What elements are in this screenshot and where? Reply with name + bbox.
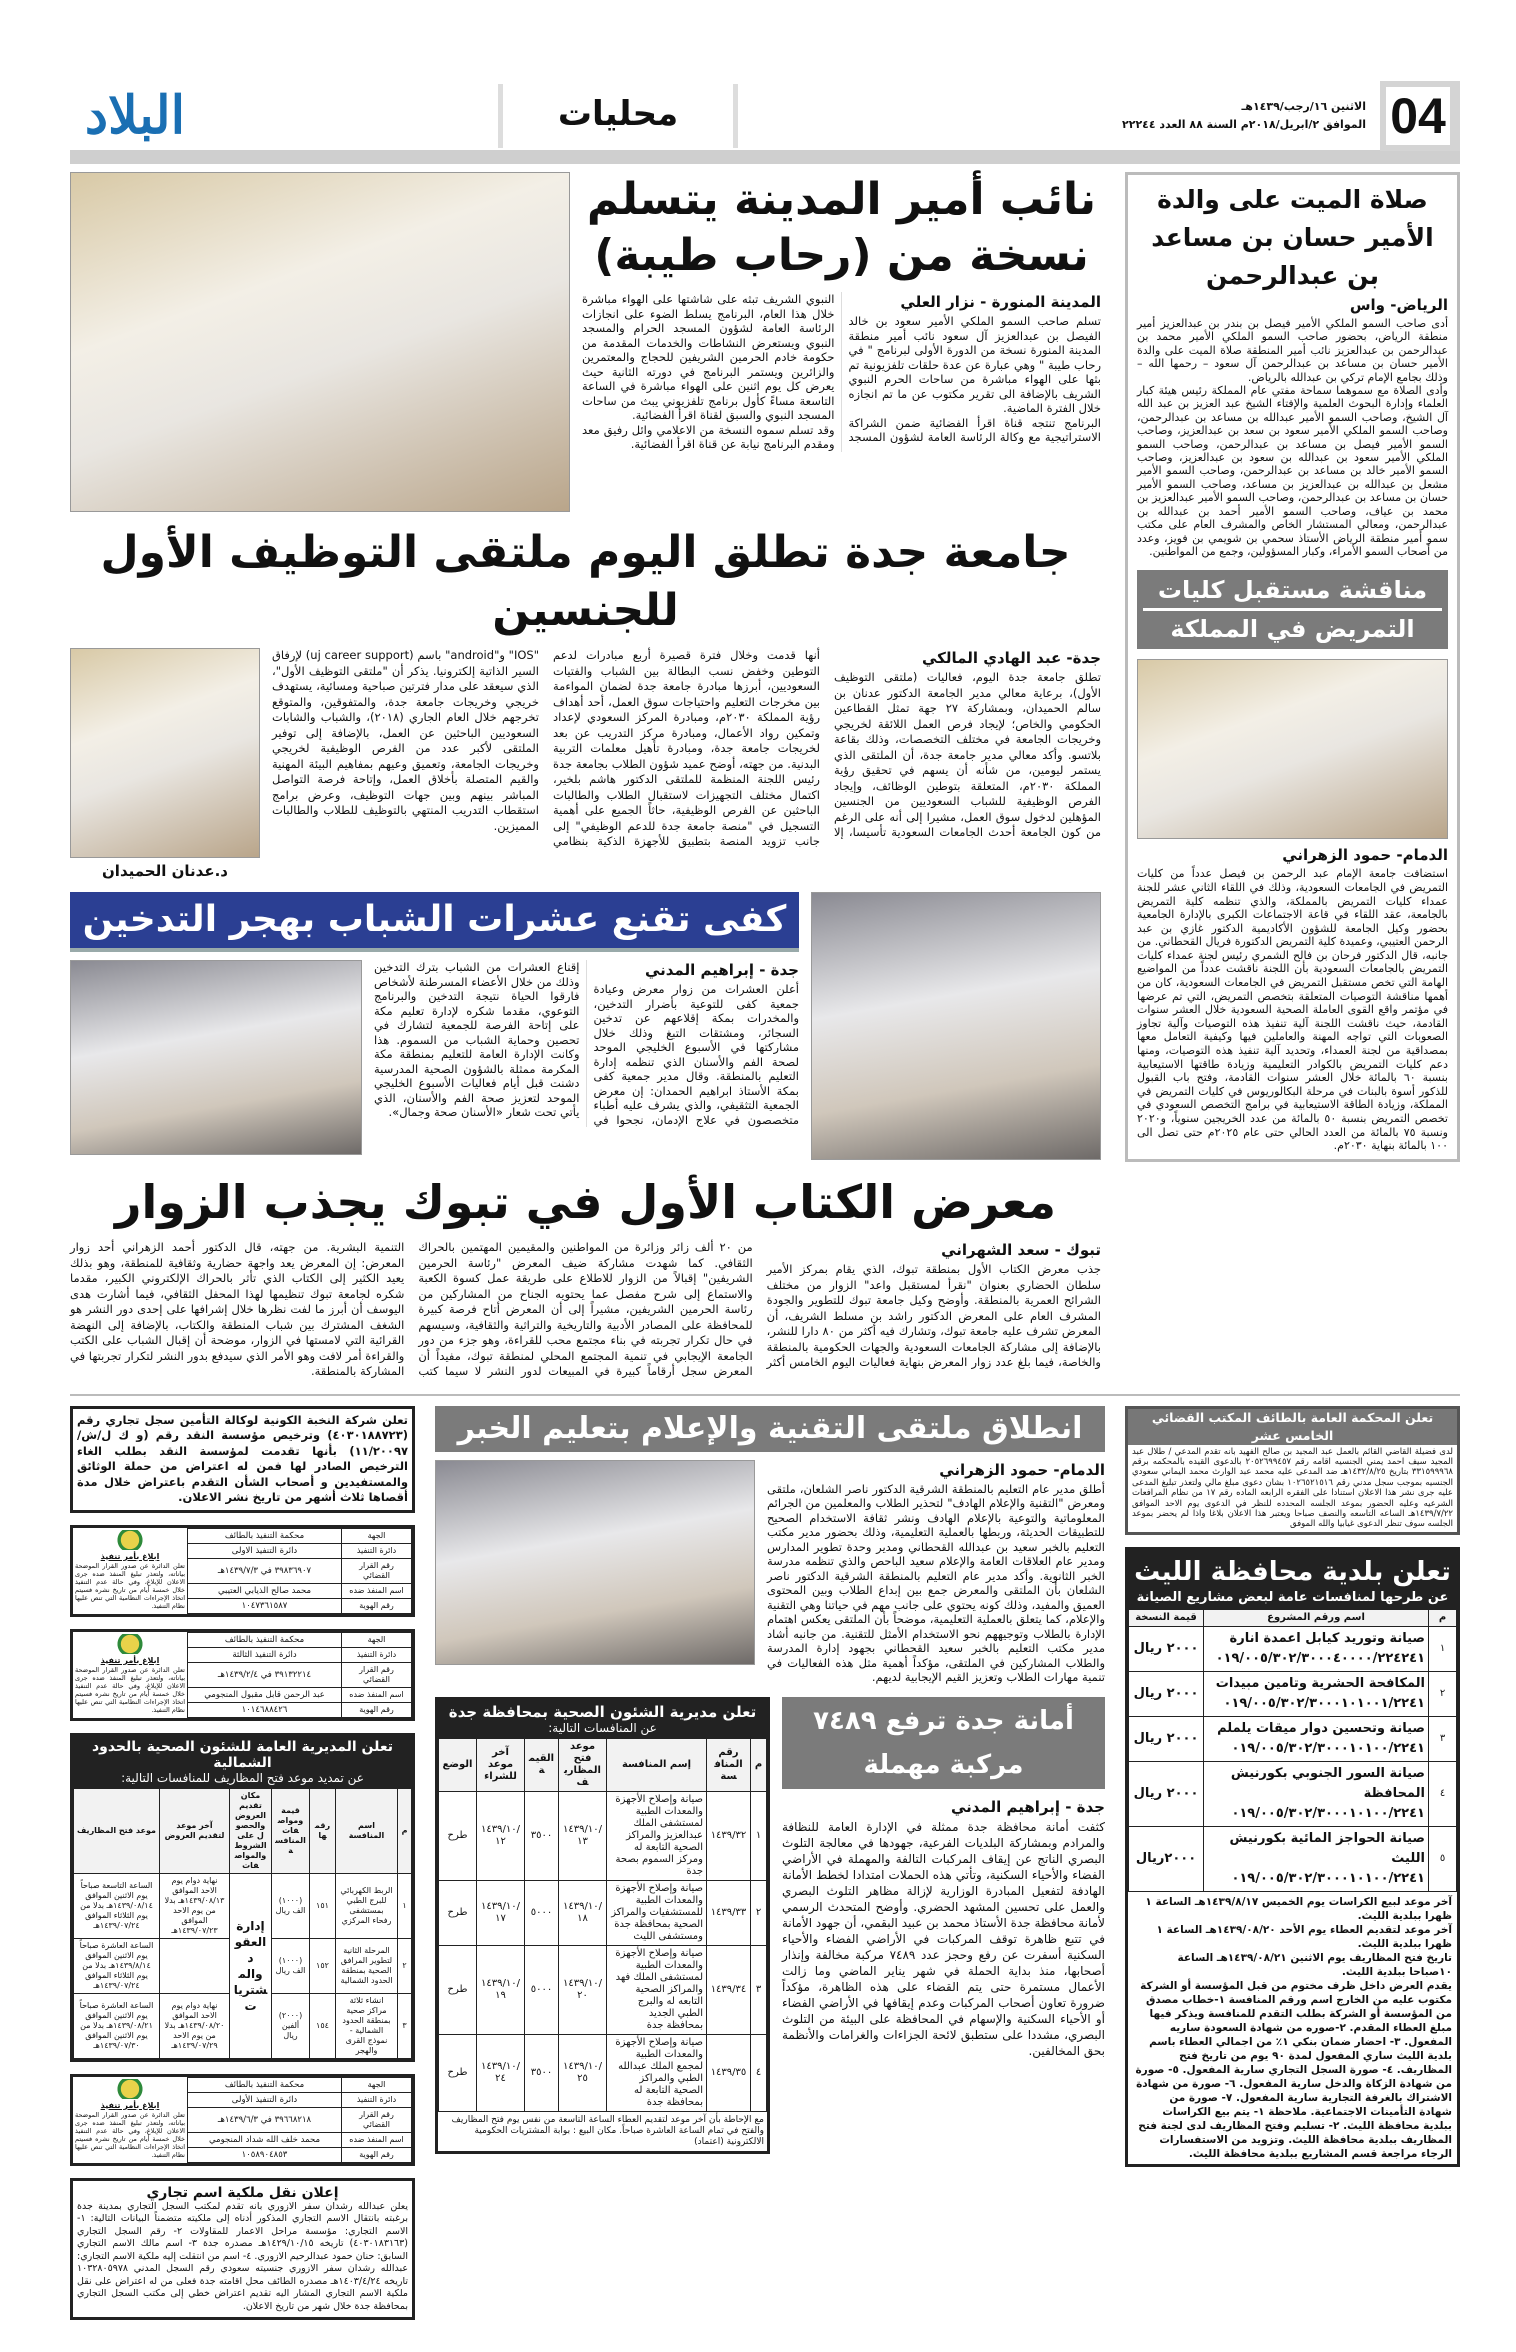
madinah-p1: تسلم صاحب السمو الملكي الأمير سعود بن خالد الفيصل بن عبدالعزيز آل سعود نائب أمير منطقة المدينة المنورة نسخة من الدورة الأولى لبرنامج " في رحاب طيبة " وهي عبارة عن عدة حلقات تلفزيونية تم بثها على الهواء مباشرة من ساحات الحرم النبوي الشريف بالإضافة الى تقرير مكتوب عن ما تم انجازه خلال الفترة الماضية. (848, 314, 1101, 415)
table-cell: ١٤٣٩/١٠/١٣ (559, 1791, 607, 1880)
field-label: رقم الهوية (342, 1598, 412, 1613)
project-name: صيانة وتحسين دوار ميقات يلملم (1217, 1720, 1425, 1736)
table-cell: صيانة وإصلاح الأجهزة والمعدات الطبية لمجمع الملك عبدالله الطبي والمراكز الصحية التابعة له بمحافظة جدة (607, 2034, 707, 2111)
field-label: رقم الهوية (342, 2147, 412, 2162)
field-label: رقم القرار القضائي (342, 1662, 412, 1687)
portrait-caption: د.عدنان الحميدان (102, 862, 228, 880)
table-row (188, 1632, 412, 1647)
field-value: ٣٩٦٦٨٢١٨ في ١٤٣٩/٦/٣هـ (188, 2107, 342, 2132)
project-cell (1204, 1826, 1429, 1891)
justice-emblem-icon (110, 1530, 150, 1550)
table-header: قيمة النسخة (1129, 1609, 1204, 1626)
project-number: ٠١٩/٠٠٥/٣٠٢/٣٠٠٠١٠١٠٠/٢٢٤١ (1231, 1740, 1425, 1756)
field-label: رقم القرار القضائي (342, 1558, 412, 1583)
jeddah-univ-story (70, 524, 1101, 880)
project-cell (1204, 1761, 1429, 1826)
row-number: ١ (1429, 1626, 1457, 1671)
laith-notes (1128, 1892, 1457, 2164)
table-row (1129, 1761, 1457, 1826)
jeddah-univ-headline: جامعة جدة تطلق اليوم ملتقى التوظيف الأول للجنسين (100, 527, 1071, 636)
kafa-photo-booth (811, 892, 1101, 1160)
table-cell: الربط الكهربائي للبرج الطبي بمستشفى رفحاء المركزي (336, 1873, 398, 1938)
table-row (188, 1543, 412, 1558)
table-cell: المرحلة الثانية لتطوير المرافق الصحية بمنطقة الحدود الشمالية (336, 1938, 398, 1993)
nursing-headline-line2: التمريض في المملكة (1170, 615, 1415, 644)
table-row (188, 2077, 412, 2092)
obituary-dateline: الرياض- واس (1349, 296, 1448, 314)
table-cell: ٥٠٠٠ (525, 1945, 559, 2034)
table-header: القيمة (525, 1738, 559, 1791)
enforcement-title: ابلاغ بأمر تنفيذ (100, 1655, 160, 1665)
table-header: م (1429, 1609, 1457, 1626)
laith-note: آخر موعد لتقديم العطاء يوم الأحد ١٤٣٩/٠٨/٢٠هـ الساعة ١ ظهرا ببلدية الليث. (1156, 1923, 1452, 1950)
jeddah-univ-dateline: جدة- عبد الهادي المالكي (921, 649, 1101, 667)
issue-date (1036, 98, 1366, 134)
table-header: الوضع (439, 1738, 477, 1791)
khobar-headline: انطلاق ملتقى التقنية والإعلام بتعليم الخبر (457, 1410, 1083, 1446)
table-row (188, 1558, 412, 1583)
table-cell: الساعة العاشرة صباحاً يوم الاثنين الموافق ١٤٣٩/٠٨/٢١هـ بدلا من يوم الاثنين الموافق ١٤٣٩/٠٧/٣٠هـ (74, 1993, 160, 2058)
enforcement-table (187, 1528, 412, 1614)
field-label: رقم القرار القضائي (342, 2107, 412, 2132)
table-row (439, 1791, 767, 1880)
court-title: تعلن المحكمة العامة بالطائف المكتب القضائي الخامس عشر (1128, 1409, 1457, 1445)
field-label: رقم الهوية (342, 1702, 412, 1717)
kafa-article (374, 960, 799, 1127)
kafa-dateline: جدة - إبراهيم المدني (644, 961, 799, 979)
table-row (1129, 1626, 1457, 1671)
table-cell: ١٤٣٩/٣٥ (707, 2034, 751, 2111)
field-label: الجهة (342, 1528, 412, 1543)
field-label: الجهة (342, 2077, 412, 2092)
table-cell: ٢ (751, 1880, 767, 1945)
enforcement-table (187, 2077, 412, 2163)
field-label: دائرة التنفيذ (342, 2092, 412, 2107)
amanah-headline-banner (782, 1697, 1105, 1789)
table-cell: ١ (751, 1791, 767, 1880)
table-header: م (751, 1738, 767, 1791)
obituary-article (1137, 181, 1448, 558)
project-cell (1204, 1716, 1429, 1761)
table-cell: ١ (398, 1873, 412, 1938)
table-row (188, 2092, 412, 2107)
enforcement-title: ابلاغ بأمر تنفيذ (100, 2100, 160, 2110)
table-header: مكان تقديم العروض والحصول على الشروط والمواصفات (230, 1788, 272, 1873)
table-cell: ١٤٣٩/١٠/١٨ (559, 1880, 607, 1945)
madinah-headline: نائب أمير المدينة يتسلم نسخة من (رحاب طيبة) (586, 174, 1097, 281)
main-column (70, 172, 1101, 1380)
table-cell: ١٤٣٩/١٠/١٢ (477, 1791, 525, 1880)
table-cell: الساعة العاشرة صباحاً يوم الاثنين الموافق ١٤٣٩/٨/١٤هـ بدلا من يوم الثلاثاء الموافق ١٤٣٩/٠٧/٢٤هـ (74, 1938, 160, 1993)
jeddah-health-tender-ad (435, 1697, 770, 2154)
project-name: صيانة وتوريد كيابل اعمدة انارة (1229, 1630, 1425, 1646)
enforcement-text: تعلن الدائرة عن صدور القرار الموضحة بياناته، ولتعذر تبليغ المنفذ ضده جرى الاعلان للإبلاغ، وفي حالة عدم التنفيذ خلال خمسة أيام من تاريخ نشره فسيتم اتخاذ الإجراءات النظامية التي تنص عليها نظام التنفيذ. (75, 1665, 185, 1714)
table-row (439, 1880, 767, 1945)
table-header: موعد فتح المظاريف (559, 1738, 607, 1791)
table-cell: الساعة التاسعة صباحاً يوم الاثنين الموافق ١٤٣٩/٠٨/١٤هـ بدلا من يوم الثلاثاء الموافق ١٤٣٩/٠٧/٢٤هـ (74, 1873, 160, 1938)
field-value: محمد صالح الذيابي العتيبي (188, 1583, 342, 1598)
president-portrait (70, 648, 260, 858)
copy-price: ٢٠٠٠ ريال (1129, 1671, 1204, 1716)
field-value: محكمة التنفيذ بالطائف (188, 1528, 342, 1543)
table-cell: ١٤٣٩/١٠/١٧ (477, 1880, 525, 1945)
field-label: دائرة التنفيذ (342, 1647, 412, 1662)
table-cell: صيانة وإصلاح الأجهزة والمعدات الطبية للمستشفيات والمراكز الصحية بمحافظة جدة ومستشفى الليث (607, 1880, 707, 1945)
field-label: دائرة التنفيذ (342, 1543, 412, 1558)
nursing-headline-banner (1137, 570, 1448, 649)
nursing-dateline: الدمام- حمود الزهراني (1282, 846, 1448, 865)
table-header: آخر موعد لتقديم العروض (160, 1788, 230, 1873)
project-number: ٠١٩/٠٠٥/٣٠٢/٣٠٠٠١٠١٠٠/٢٢٤١ (1231, 1805, 1425, 1821)
enforcement-table (187, 1632, 412, 1718)
enforcement-notice-ad (70, 1525, 415, 1617)
table-cell: ١٤٣٩/١٠/٢٠ (559, 1945, 607, 2034)
field-value: ٣٩٨٣٦٩٠٧ في ١٤٣٩/٧/٣هـ (188, 1558, 342, 1583)
enforcement-text: تعلن الدائرة عن صدور القرار الموضحة بياناته، ولتعذر تبليغ المنفذ ضده جرى الاعلان للإبلاغ، وفي حالة عدم التنفيذ خلال خمسة أيام من تاريخ نشره فسيتم اتخاذ الإجراءات النظامية التي تنص عليها نظام التنفيذ. (75, 1561, 185, 1610)
portrait-block (70, 648, 260, 880)
laith-note: يقدم العرض داخل ظرف مختوم من قبل المؤسسة أو الشركة مكتوب عليه من الخارج اسم ورقم المنافسة ١-خطاب مصدق من المؤسسة أو الشركة بطلب التقدم للمنافسة ويذكر فيها مبلغ العطاء المقدم. ٢-صوره من شهادة السعودة ساريه المفعول. ٣- احضار ضمان بنكي ١٪ من اجمالي العطاء باسم بلدية الليث ساري المفعول لمدة ٩٠ يوم من تاريخ فتح المظاريف. ٤- صورة السجل التجاري سارية المفعول. ٥- صورة من شهادة الزكاة والدخل سارية المفعول. ٦- صورة من شهادة الاشتراك بالغرفة التجارية سارية المفعول. ٧- صورة من شهادة التأمينات الاجتماعية. ملاحظة ١- يتم بيع الكراسات ببلدية محافظة الليث. ٢- تسليم وفتح المظاريف لدى لجنة فتح المظاريف ببلدية محافظة الليث. وتزويد من الاستفسارات الرجاء مراجعة قسم المشاريع ببلدية محافظة الليث. (1135, 1979, 1452, 2160)
insurance-notice-ad (70, 1406, 415, 1513)
field-value: ١٠٤٧٣٦١٥٨٧ (188, 1598, 342, 1613)
khobar-headline-banner (435, 1406, 1105, 1452)
table-cell: طرح (439, 1791, 477, 1880)
table-header: موعد فتح المظاريف (74, 1788, 160, 1873)
table-row (74, 1873, 412, 1938)
obituary-headline: صلاة الميت على والدة الأمير حسان بن مساعد بن عبدالرحمن (1151, 185, 1434, 290)
jeddah-health-subtitle: عن المنافسات التالية: (548, 1720, 657, 1735)
project-number: ٠١٩/٠٠٥/٣٠٢/٣٠٠٠٤٠٠٠٠/٢٢٤٢٤١ (1215, 1650, 1425, 1666)
field-label: الجهة (342, 1632, 412, 1647)
kafa-headline-banner (70, 892, 799, 952)
project-name: صيانة الحواجز المائية بكورنيش الليث (1229, 1830, 1425, 1866)
tabuk-story (70, 1172, 1101, 1380)
amanah-dateline: جدة - إبراهيم المدني (950, 1797, 1105, 1816)
table-row (188, 1583, 412, 1598)
table-header: رقمها (310, 1788, 336, 1873)
copy-price: ٢٠٠٠ريال (1129, 1826, 1204, 1891)
project-number: ٠١٩/٠٠٥/٣٠٢/٣٠٠٠١٠١٠٠١/٢٢٤١ (1223, 1695, 1425, 1711)
tabuk-headline: معرض الكتاب الأول في تبوك يجذب الزوار (114, 1175, 1057, 1229)
section-title: محليات (498, 84, 738, 148)
table-cell: ٥٠٠٠ (525, 1880, 559, 1945)
header-divider (70, 150, 1460, 164)
khobar-photo (435, 1460, 755, 1665)
table-header: آخر موعد للشراء (477, 1738, 525, 1791)
field-label: اسم المنفذ ضده (342, 1687, 412, 1702)
tradename-transfer-ad (70, 2178, 415, 2321)
table-cell: (١٠٠٠) الف ريال (272, 1873, 310, 1938)
enforcement-side (73, 1528, 187, 1614)
jeddah-health-table (438, 1738, 767, 2112)
table-cell: ١٥١ (310, 1873, 336, 1938)
tabuk-dateline: تبوك - سعد الشهراني (941, 1241, 1101, 1259)
kafa-story (70, 892, 1101, 1160)
table-row (188, 2132, 412, 2147)
table-row (188, 1528, 412, 1543)
table-cell: (١٠٠٠) الف ريال (272, 1938, 310, 1993)
project-name: المكافحة الحشرية وتامين مبيدات (1215, 1675, 1425, 1691)
kafa-body: أعلن العشرات من زوار معرض وعيادة جمعية كفى للتوعية بأضرار التدخين، والمخدرات بمكة إقلاعهم عن تدخين السجائر، ومشتقات التبغ وذلك خلال مشاركتها في الأسبوع الخليجي الموحد لصحة الفم والأسنان الذي تنظمه إدارة التعليم بالمنطقة. وقال مدير جمعية كفى بمكة الأستاذ ابراهيم الحمدان: إن معرض الجمعية التثقيفي، والذي يشرف عليه أطباء متخصصون في علاج الإدمان، نجحوا في إقناع العشرات من الشباب بترك التدخين وذلك من خلال الأعضاء المسرطنة لأشخاص فارقوا الحياة نتيجة التدخين والبرنامج التوعوي، مقدما شكره لإدارة تعليم مكة على إتاحة الفرصة للجمعية لتشارك في تحصين وحماية الشباب من السموم. هذا وكانت الإدارة العامة للتعليم بمنطقة مكة المكرمة ممثلة بالشؤون الصحية المدرسية دشنت قبل أيام فعاليات الأسبوع الخليجي الموحد لتعزيز صحة الفم والأسنان، الذي يأتي تحت شعار «الأسنان صحة وجمال». (374, 960, 799, 1127)
table-row (188, 1702, 412, 1717)
table-cell: طرح (439, 1880, 477, 1945)
laith-subtitle: عن طرحها لمنافسات عامة لبعض مشاريع الصيانة (1136, 1589, 1449, 1605)
northern-subtitle: عن تمديد موعد فتح المظاريف للمنافسات التالية: (121, 1770, 364, 1785)
madinah-dateline: المدينة المنورة - نزار العلي (900, 293, 1101, 311)
project-cell (1204, 1671, 1429, 1716)
enforcement-side (73, 2077, 187, 2163)
page-number: 04 (1380, 81, 1460, 151)
right-ads-column (1125, 1406, 1460, 2179)
justice-emblem-icon (110, 2079, 150, 2099)
table-row (1129, 1671, 1457, 1716)
nursing-article (1137, 845, 1448, 1152)
northern-health-tender-ad (70, 1733, 415, 2062)
table-cell: صيانة وإصلاح الأجهزة والمعدات الطبية لمستشفى الملك فهد والمراكز الصحية التابعه له والبرج الطبي الجديد بمحافظة جدة (607, 1945, 707, 2034)
table-cell: ٣ (398, 1993, 412, 2058)
justice-emblem-icon (110, 1634, 150, 1654)
jeddah-univ-body: تطلق جامعة جدة اليوم، فعاليات (ملتقى التوظيف الأول)، برعاية معالي مدير الجامعة الدكتور عدنان بن سالم الحميدان، وبمشاركة ٢٧ جهة تمثل القطاعين الحكومي والخاص؛ لإيجاد فرص العمل اللائقة لخريجي وخريجات الجامعة في مختلف التخصصات، وذلك بقاعة بلاتسو. وأكد معالي مدير جامعة جدة، أن الملتقى الذي يستمر ليومين، من شأنه أن يسهم في تحقيق رؤية المملكة ٢٠٣٠م، المتعلقة بتوطين الوظائف، وإيجاد الفرص الوظيفية للشباب السعوديين من الجنسين المؤهلين لدخول سوق العمل، مشيرا إلى أنه على الرغم من كون الجامعة أحدث الجامعات السعودية تأسيسا، إلا أنها قدمت وخلال فترة قصيرة أربع مبادرات لدعم التوطين وخفض نسب البطالة بين الشباب والفتيات السعوديين، أبرزها مبادرة جامعة جدة لضمان المواءمة بين مخرجات التعليم واحتياجات سوق العمل، أحد أهداف رؤية المملكة ٢٠٣٠م، ومبادرة المركز السعودي لإعداد وتمكين رواد الأعمال، ومبادرة مركز التدريب عن بعد لخريجات جامعة جدة، ومبادرة تأهيل معلمات التربية البدنية. من جهته، أوضح عميد شؤون الطلاب بجامعة جدة رئيس اللجنة المنظمة للملتقى الدكتور هاشم بلخير، اكتمال مختلف التجهيزات لاستقبال الطلاب والطالبات الباحثين عن الفرص الوظيفية، حاثاً الجميع على أهمية التسجيل في "منصة جامعة جدة للدعم الوظيفي" إلى جانب تزويد المنصة بتطبيق للأجهزة الذكية بنظامي "IOS" و"android" باسم (uj career support) لإرفاق السير الذاتية إلكترونيا. يذكر أن "ملتقى التوظيف الأول"، الذي سيعقد على مدار فترتين صباحية ومسائية، يستهدف خريجي وخريجات جامعة جدة، والمتفوقين، والمتوقع تخرجهم خلال العام الجاري (٢٠١٨)، والشباب والشابات السعوديين الباحثين عن العمل، بالإضافة إلى توفير الملتقى لأكبر عدد من الفرص الوظيفية لخريجي وخريجات الجامعة، وتعميق وعيهم بمفاهيم البيئة المهنية والقيم المتصلة بأخلاق العمل، وإتاحة فرصة التواصل المباشر بينهم وبين جهات التوظيف، وعرض برامج استقطاب التدريب المنتهي بالتوظيف للطلاب والطالبات المميزين. (272, 648, 1101, 848)
enforcement-notice-ad (70, 2074, 415, 2166)
copy-price: ٢٠٠٠ ريال (1129, 1626, 1204, 1671)
enforcement-notice-ad (70, 1629, 415, 1721)
tradename-title: إعلان نقل ملكية اسم تجاري (146, 2184, 339, 2201)
table-cell: ١٤٣٩/٣٤ (707, 1945, 751, 2034)
table-cell: ٣٥٠٠ (525, 2034, 559, 2111)
project-number: ٠١٩/٠٠٥/٣٠٢/٣٠٠٠١٠١٠٠/٢٢٤١ (1231, 1870, 1425, 1886)
table-row (1129, 1716, 1457, 1761)
field-value: ١٠١٤٦٨٨٤٢٦ (188, 1702, 342, 1717)
table-cell: ١٤٣٩/٣٢ (707, 1791, 751, 1880)
field-label: اسم المنفذ ضده (342, 2132, 412, 2147)
laith-municipality-ad (1125, 1547, 1460, 2167)
field-value: دائرة التنفيذ الاولى (188, 1543, 342, 1558)
table-row (188, 1598, 412, 1613)
table-header: اسم المنافسة (336, 1788, 398, 1873)
table-cell: ١٤٣٩/١٠/٢٤ (477, 2034, 525, 2111)
table-header: رقم المنافسة (707, 1738, 751, 1791)
madinah-p2: البرنامج تنتجه قناة اقرأ الفضائية ضمن الشراكة الاستراتيجية مع وكالة الرئاسة العامة لشؤون المسجد النبوي الشريف تبثه على شاشتها على الهواء مباشرة خلال هذا العام، البرنامج يسلط الضوء على انجازات الرئاسة العامة لشؤون المسجد الحرام والمسجد النبوي ويستعرض النشاطات والخدمات المقدمة من حكومة خادم الحرمين الشريفين للحجاج والمعتمرين والزائرين ويستمر البرنامج في دورته الثانية حيث يعرض كل يوم اثنين على الهواء مباشرة في الساعة التاسعة مساءً كأول برنامج تلفزيوني يبث من ساحات المسجد النبوي والسبق لقناة اقرأ الفضائية. (582, 292, 1101, 444)
project-cell (1204, 1626, 1429, 1671)
laith-title: تعلن بلدية محافظة الليث (1134, 1556, 1451, 1587)
enforcement-text: تعلن الدائرة عن صدور القرار الموضحة بياناته، ولتعذر تبليغ المنفذ ضده جرى الاعلان للإبلاغ، وفي حالة عدم التنفيذ خلال خمسة أيام من تاريخ نشره فسيتم اتخاذ الإجراءات النظامية التي تنص عليها نظام التنفيذ. (75, 2110, 185, 2159)
table-cell: ١٤٣٩/٣٣ (707, 1880, 751, 1945)
table-cell: ١٤٣٩/١٠/١٩ (477, 1945, 525, 2034)
date-hijri: الاثنين ١٦/رجب/١٤٣٩هـ (1241, 100, 1366, 113)
amanah-article (782, 1697, 1105, 2059)
enforcement-title: ابلاغ بأمر تنفيذ (100, 1551, 160, 1561)
table-header: اسم ورقم المشروع (1204, 1609, 1429, 1626)
khobar-article (767, 1460, 1105, 1685)
laith-table (1128, 1609, 1457, 1892)
jeddah-health-title: تعلن مديرية الشئون الصحية بمحافظة جدة (448, 1702, 757, 1721)
tabuk-body: جذب معرض الكتاب الأول بمنطقة تبوك، الذي يقام بمركز الأمير سلطان الحضاري بعنوان "نقرأ لمستقبل واعد" الزوار من مختلف الشرائح العمرية بالمنطقة. وأوضح وكيل جامعة تبوك للتطوير والجودة المشرف العام على المعرض الدكتور راشد بن مسلط الشريف، أن المعرض تشرف عليه جامعة تبوك، وتشارك فيه أكثر من ٨٠ دارا للنشر، بالإضافة إلى مشاركة الجامعات السعودية والجهات الحكومية بالمنطقة والخاصة، فيما بلغ عدد زوار المعرض بنهاية فعاليات اليوم الخامس أكثر من ٢٠ ألف زائر وزائرة من المواطنين والمقيمين المهتمين بالحراك الثقافي. كما شهدت مشاركة ضيف المعرض "رئاسة الحرمين الشريفين" إقبالاً من الزوار للاطلاع على طريقة عمل كسوة الكعبة والاستماع إلى شرح مفصل عما يحتويه الجناح من المشاركين من رئاسة الحرمين الشريفين، مشيراً إلى أن المعرض أتاح فرصة كبيرة للمحافظة على المصادر الأدبية والتاريخية والتراثية والثقافية، وسيسهم في حال تكرار تجربته في بناء مجتمع محب للقراءة، وهو جزء من دور الجامعة الإيجابي في تنمية المجتمع المحلي لمنطقة تبوك، مفيداً أن المعرض سجل أرقاماً كبيرة في المبيعات لدور النشر لا سيما كتب التنمية البشرية. من جهته، قال الدكتور أحمد الزهراني أحد زوار المعرض: إن المعرض يعد واجهة حضارية وثقافية للمنطقة، وهو بذلك يعيد الكثير إلى الكتاب الذي تأثر بالحراك الإلكتروني الكبير، مقدما شكره لجامعة تبوك تنظيمها لهذا المحفل الثقافي، فيما أشارت هدى اليوسف أن أبرز ما لفت نظرها خلال إشرافها على إحدى دور النشر هو الشغف المشترك بين شباب المنطقة والكتاب، بالإضافة إلى النهضة القرائية التي لامستها في الزوار، موضحة أن إقبال الشباب على الكتب والقراءة أمر لافت وهو الأمر الذي سيدفع بدور النشر لتكرار تجربتها في المشاركة بالمنطقة. (70, 1240, 1101, 1378)
table-cell: ٣٥٠٠ (525, 1791, 559, 1880)
table-cell: ١٥٤ (310, 1993, 336, 2058)
table-cell: ٣ (751, 1945, 767, 2034)
table-cell: ١٥٢ (310, 1938, 336, 1993)
row-number: ٢ (1429, 1671, 1457, 1716)
nursing-body: استضافت جامعة الإمام عبد الرحمن بن فيصل عدداً من كليات التمريض في الجامعات السعودية، وذلك في اللقاء الثاني عشر للجنة عمداء كليات التمريض بالمملكة، والذي تنظمه كلية التمريض بالجامعة، عقد اللقاء في قاعة الاجتماعات الكبرى بالإدارة الجامعية بحضور وكيل الجامعة للشؤون الأكاديمية الدكتور غازي بن عبد الرحمن العتيبي، وعميدة كلية التمريض الدكتورة فريال القحطاني. من جانبه، قال الدكتور فرحان بن فالح الشمري رئيس لجنة عمداء كليات التمريض بالجامعات السعودية بأن اللجنة ناقشت عدداً من المواضيع الهامة التي تخص مستقبل التمريض في الجامعات السعودية، كان من أهمها مناقشة التوصيات المتعلقة بتخصص التمريض، التي تم عرضها في مؤتمر واقع القوى العاملة الصحية السعودية خلال العشر سنوات القادمة، حيث ناقشت اللجنة آلية تنفيذ هذه التوصيات وآلية تجاوز الصعوبات التي تواجه المهنة والعاملين فيها وكيفية التعامل معها بمصداقية من لجنة العمداء، وتحديد آلية تنفيذ هذه التوصيات، ومنها دعم كليات التمريض بالكوادر التعليمية وزيادة طاقتها الاستيعابية بنسبة ٦٠ بالمائة خلال العشر سنوات القادمة، وفتح باب القبول للذكور أسوة بالبنات في مرحلة البكالوريوس في كليات التمريض في المملكة، وزيادة الطاقة الاستيعابية في برامج التخصص السعودي في تخصص التمريض بنسبة ٥٠ بالمائة من عدد الخريجين سنوياً، و٢٠٢٠ ونسبة ٧٥ بالمائة من العدد الحالي حتى عام ٢٠٢٥م حتى تصل الى ١٠٠ بالمائة بنهاية ٢٠٣٠م. (1137, 867, 1448, 1153)
table-row (188, 1687, 412, 1702)
nursing-headline-line1: مناقشة مستقبل كليات (1143, 572, 1442, 611)
field-value: محمد خلف الله شداد المنجومي (188, 2132, 342, 2147)
table-row (439, 2034, 767, 2111)
nursing-photo (1137, 659, 1448, 839)
khobar-dateline: الدمام- حمود الزهراني (939, 1460, 1105, 1479)
enforcement-side (73, 1632, 187, 1718)
table-cell: نهاية دوام يوم الاحد الموافق ١٤٣٩/٠٨/٢٠هـ بدلا من يوم الاحد ١٤٣٩/٠٧/٢٩هـ (160, 1993, 230, 2058)
kafa-headline: كفى تقنع عشرات الشباب بهجر التدخين (82, 899, 787, 940)
field-value: دائرة التنفيذ الأولى (188, 2092, 342, 2107)
field-value: دائرة التنفيذ الثالثة (188, 1647, 342, 1662)
copy-price: ٢٠٠٠ ريال (1129, 1761, 1204, 1826)
field-value: محكمة التنفيذ بالطائف (188, 2077, 342, 2092)
khobar-body: أطلق مدير عام التعليم بالمنطقة الشرقية الدكتور ناصر الشلعان، ملتقى ومعرض "التقنية والإعلام الهادف" لتحذير الطلاب والمعلمين من الجرائم المعلوماتية والتوعية بالإعلام الهادف ونشر ثقافة الاستخدام الصحيح للتطبيقات الحديثة، وربطها بالعملية التعليمية، وذلك بحضور مدير مكتب التعليم بالخبر سعيد بن عبدالله القحطاني ومدير وحدة تطوير المدارس ومدير عام العلاقات العامة والإعلام سعيد الباحص والذي تنظمه مدرسة الخبر الثانوية. وأكد مدير عام التعليم بالمنطقة الشرقية الدكتور ناصر الشلعان بأن الملتقى والمعرض جمع بين إبداع الطلاب وبين المحتوى العميق والمفيد، وذلك كونه يحتوي على جانب مهم في حياتنا وهي التقنية والإعلام، كما يتعلق بالعملية التعليمية، موضحاً بأن الملتقى يعكس اهتمام الإدارة بالطلاب وتوجيههم نحو الاستخدام الأمثل للتقنية. من جانبه أشاد مدير مكتب التعليم بالخبر سعيد القحطاني بجهود إدارة المدرسة والطلاب المشاركين في الملتقى، مؤكداً أهمية مثل هذه الفعاليات في تنمية مهارات الطلاب وتعزيز القيم الإيجابية لديهم. (767, 1481, 1105, 1684)
table-cell (160, 1938, 230, 1993)
court-text: لدى فضيلة القاضي القائم بالعمل عبد المجيد بن صالح الفهيد بانه تقدم المدعي / طلال عبد المجيد سيف احمد يمني الجنسيه اقامه رقم ٢٠٥٢٦٩٩٤٥٧ بالدعوى القيده بالمحكمه برقم ٣٣١٥٩٩٩٦٨ بتاريخ ١٤٣٢/٨/٢٥هـ ضد المدعى عليه محمد عبد الوارث محمد اليماني سعودي الجنسيه بموجب سجل مدني رقم ١٠٢٦٥٢١٥١٦ بشان دعوى مبلغ مالي ولتعذر تبليغ المدعى عليه جرى نشر هذا الاعلان استنادا على الفقره الرابعه الماده رقم ١٧ من نظام المرافعات الشرعيه وعليه الحضور بموعد الجلسه المحدده للنظر في الدعوى يوم الاحد الموافق ١٤٣٩/٧/٢٢هـ الساعه التاسعه والنصف صباحا ويعتبر هذا الاعلان بلاغا واذا لم يحضر بموعد الجلسه سوف تنظر الدعوى غيابيا والله الموفق (1132, 1446, 1453, 1530)
tabuk-article (70, 1240, 1101, 1380)
row-number: ٥ (1429, 1826, 1457, 1891)
kafa-photo-visitors (70, 960, 362, 1155)
table-row (439, 1945, 767, 2034)
center-bottom-column (435, 1406, 1105, 2166)
row-number: ٣ (1429, 1716, 1457, 1761)
amanah-headline: أمانة جدة ترفع ٧٤٨٩ مركبة مهملة (813, 1705, 1074, 1780)
table-header: إسم المنافسة (607, 1738, 707, 1791)
newspaper-logo: البلاد (84, 85, 186, 146)
right-column (1125, 172, 1460, 1162)
field-value: ٣٩١٣٢٢١٤ في ١٤٣٩/٢/٤هـ (188, 1662, 342, 1687)
jeddah-univ-article (272, 648, 1101, 850)
table-cell: نهاية دوام يوم الاحد الموافق ١٤٣٩/٠٨/١٣هـ بدلا من يوم الاحد الموافق ١٤٣٩/٠٧/٢٣هـ (160, 1873, 230, 1938)
field-value: محكمة التنفيذ بالطائف (188, 1632, 342, 1647)
copy-price: ٢٠٠٠ ريال (1129, 1716, 1204, 1761)
northern-table (73, 1788, 412, 2059)
table-cell: طرح (439, 1945, 477, 2034)
left-ads-column (70, 1406, 415, 2333)
table-cell: ٢ (398, 1938, 412, 1993)
field-value: ١٠٥٨٩٠٤٨٥٣ (188, 2147, 342, 2162)
northern-title: تعلن المديرية العامة للشئون الصحية بالحدود الشمالية (91, 1738, 394, 1771)
madinah-article (582, 172, 1101, 452)
project-name: صيانة السور الجنوبي بكورنيش المحافظة (1230, 1765, 1425, 1801)
madinah-p3: وقد تسلم سموه النسخة من الاعلامي وائل رفيق معد ومقدم البرنامج نيابة عن قناة اقرأ الفضائية. (582, 422, 835, 451)
table-cell: صيانة وإصلاح الأجهزة والمعدات الطبية لمستشفى الملك عبدالعزيز والمراكز الصحية التابعة له ومركز السموم بصحة جدة (607, 1791, 707, 1880)
table-row (188, 2147, 412, 2162)
table-row (1129, 1826, 1457, 1891)
table-row (188, 2107, 412, 2132)
page-header (70, 84, 1460, 148)
table-header: م (398, 1788, 412, 1873)
court-notice-ad (1125, 1406, 1460, 1535)
laith-note: تاريخ فتح المظاريف يوم الاثنين ١٤٣٩/٠٨/٢١هـ الساعة ١٠صباحا ببلدية الليث. (1177, 1951, 1452, 1978)
table-row (188, 1647, 412, 1662)
table-cell: (٢٠٠٠) ألفين ريال (272, 1993, 310, 2058)
obituary-p1: أدى صاحب السمو الملكي الأمير فيصل بن بندر بن عبدالعزيز أمير منطقة الرياض، بحضور صاحب السمو الملكي الأمير محمد بن عبدالرحمن بن عبدالعزيز نائب أمير المنطقة صلاة الميت على والدة الأمير حسان بن مساعد بن عبدالرحمن آل سعود – رحمها الله – وذلك بجامع الإمام تركي بن عبدالله بالرياض. (1137, 317, 1448, 384)
tradename-text: يعلن عبدالله رشدان سفر الازوري بانه تقدم لمكتب السجل التجاري بمدينة جدة برغبته بانتقال الاسم التجاري المذكور أدناه إلى ملكيته متضمناً البيانات التالية: ١- الاسم التجاري: مؤسسة مراحل الاعمار للمقاولات ٢- رقم السجل التجاري (٤٠٣٠١٨٣١٦٣) تاريخه ١٤٢٩/١٠/١٥هـ مصدره جدة ٣- اسم مالك الاسم التجاري السابق: حنان حمود عبدالرحيم الازوري. ٤- اسم من انتقلت إليه ملكية الاسم التجاري: عبدالله رشدان سفر الازوري جنسيته سعودي رقم السجل المدني ١٠٣٢٨٠٥٩٧٨ تاريخه ١٤٠٣/٤/٢٤هـ مصدره الطائف محل اقامته جدة فعلى من له اعتراض على نقل ملكية الاسم التجاري المشار اليه تقديم اعتراض خطي إلى مكتب السجل التجاري بمحافظة جدة خلال شهر من تاريخ الاعلان. (77, 2200, 408, 2312)
madinah-story (70, 172, 1101, 512)
table-cell: انشاء ثلاثة مراكز صحية بمنطقة الحدود الشمالية - نموذج القرى والهجر (336, 1993, 398, 2058)
madinah-photo (70, 172, 570, 512)
table-cell: ١٤٣٩/١٠/٢٥ (559, 2034, 607, 2111)
laith-note: آخر موعد لبيع الكراسات يوم الخميس ١٤٣٩/٨/١٧هـ الساعة ١ ظهرا ببلدية الليث. (1145, 1895, 1452, 1922)
amanah-body: كثفت أمانة محافظة جدة ممثلة في الإدارة العامة للنظافة والمرادم وبمشاركة البلديات الفرعية، جهودها في معالجة التلوث البصري الناتج عن إيقاف المركبات التالفة والمهملة في الأراضي الفضاء والأحياء السكنية، وتأتي هذه الحملات امتدادا لخطط الأمانة الهادفة لتفعيل المبادرة الوزارية لإزالة مظاهر التلوث البصري والعمل على تحسين المشهد الحضري. وأوضح المتحدث الرسمي لأمانة محافظة جدة الأستاذ محمد بن عبيد البقمي، أن جهود الأمانة في تتبع ظاهرة توقف المركبات في الأراضي الفضاء والأحياء السكنية أسفرت عن رفع وحجز عدد ٧٤٨٩ مركبة مخالفة وإنذار أصحابها، منذ بداية الحملة في شهر يناير الماضي وما زالت الأعمال مستمرة حتى يتم القضاء على هذه الظاهرة، مؤكداً ضرورة تعاون أصحاب المركبات وعدم إيقافها في الأراضي الفضاء أو الأحياء السكنية والإسهام في المحافظة على البيئة من التلوث البصري، مشددا على ستطبق لائحة الجزاءات والغرامات والأنظمة بحق المخالفين. (782, 1819, 1106, 2058)
field-value: عبد الرحمن قابل مقبول المنجومي (188, 1687, 342, 1702)
date-gregorian: الموافق ٢/ابريل/٢٠١٨م السنة ٨٨ العدد ٢٢٢٤٤ (1122, 118, 1366, 131)
table-cell: ٤ (751, 2034, 767, 2111)
jeddah-health-footer: مع الإحاطة بأن آخر موعد لتقديم العطاء الساعة التاسعة من نفس يوم فتح المظاريف والفتح في تمام الساعة العاشرة صباحاً. مكان البيع : بوابة المشتريات الحكومية الالكترونية (اعتماد) (451, 2114, 764, 2147)
table-cell: طرح (439, 2034, 477, 2111)
obituary-p2: وأدى الصلاة مع سموهما سماحة مفتي عام المملكة رئيس هيئة كبار العلماء وإدارة البحوث العلمية والإفتاء الشيخ عبد العزيز بن عبد الله آل الشيخ، وصاحب السمو الأمير عبدالله بن مساعد بن عبدالرحمن، وصاحب السمو الملكي الأمير سعود بن سعد بن عبدالعزيز، وصاحب السمو الأمير فيصل بن مساعد بن عبدالرحمن، وصاحب السمو الملكي الأمير سعود بن عبدالله بن سعود بن عبدالعزيز، وصاحب السمو الأمير خالد بن مساعد بن عبدالرحمن، وصاحب السمو الأمير مشعل بن عبدالله بن عبدالعزيز بن مساعد، وصاحب السمو الأمير حسان بن مساعد بن عبدالرحمن، وصاحب السمو الأمير عبدالعزيز بن محمد بن عياف، وصاحب السمو الأمير أحمد بن عبدالله بن عبدالرحمن، ومعالي المستشار الخاص والمشرف العام على مكتب سمو أمير منطقة الرياض الأستاذ سحمي بن شويمي بن فويز، وعدد من أصحاب السمو الأمراء، وكبار المسؤولين، وجمع من المواطنين. (1137, 384, 1448, 558)
table-header: قيمة ومواصفات المنافسة (272, 1788, 310, 1873)
insurance-notice-text: تعلن شركة النخبة الكونية لوكالة التأمين سجل تجاري رقم (٤٠٣٠١٨٨٧٢٣) وترخيص مؤسسة النقد رقم (و ك ل/ش/١١/٢٠٠٩٧) بأنها تقدمت لمؤسسة النقد بطلب الغاء الترخيص الصادر لها فمن له اعتراض من حملة الوثائق والمستفيدين و أصحاب الشأن التقدم باعتراض خلال مدة أقصاها ثلاث أشهر من تاريخ نشر الاعلان. (77, 1412, 408, 1504)
table-row (188, 1662, 412, 1687)
row-number: ٤ (1429, 1761, 1457, 1826)
place-cell: إدارة العقود والمشتريات (230, 1873, 272, 2058)
field-label: اسم المنفذ ضده (342, 1583, 412, 1598)
